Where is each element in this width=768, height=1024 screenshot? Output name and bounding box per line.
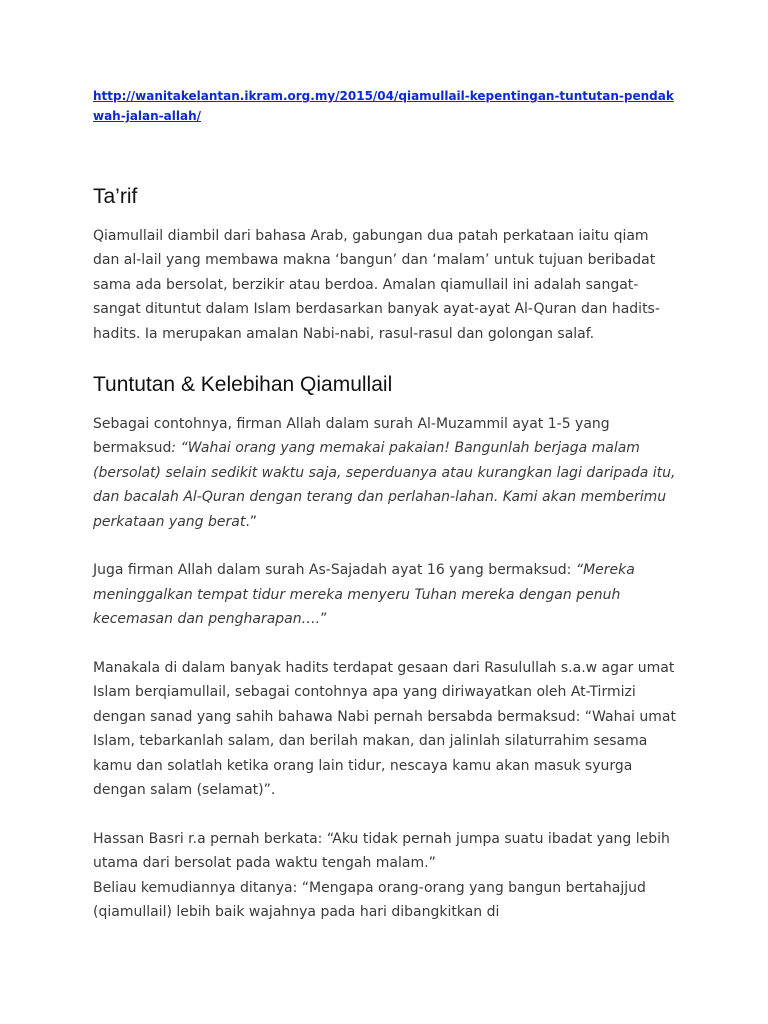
heading-tuntutan: Tuntutan & Kelebihan Qiamullail: [93, 373, 393, 397]
paragraph-sajadah-intro: Juga firman Allah dalam surah As-Sajadah ayat 16 yang bermaksud:: [93, 562, 576, 579]
document-page: [93, 86, 679, 925]
paragraph-sajadah-quote: “Mereka meninggalkan tempat tidur mereka menyeru Tuhan mereka dengan penuh kecemasan dan pengharapan….: [93, 562, 635, 628]
paragraph-muzammil: [93, 412, 679, 534]
paragraph-muzammil-quote: : “Wahai orang yang memakai pakaian! Bangunlah berjaga malam (bersolat) selain sedikit waktu saja, seperduanya atau kurangkan lagi daripada itu, dan bacalah Al-Quran dengan terang dan perlahan-lahan. Kami akan memberimu perkataan yang berat: [93, 440, 676, 530]
paragraph-hassan-basri: Hassan Basri r.a pernah berkata: “Aku tidak pernah jumpa suatu ibadat yang lebih utama dari bersolat pada waktu tengah malam.”: [93, 830, 670, 872]
heading-tarif: Ta’rif: [93, 185, 138, 208]
paragraph-muzammil-end: .”: [245, 513, 258, 530]
paragraph-sajadah-end: ”: [320, 611, 328, 628]
paragraph-hadits: Manakala di dalam banyak hadits terdapat gesaan dari Rasulullah s.a.w agar umat Islam berqiamullail, sebagai contohnya apa yang diriwayatkan oleh At-Tirmizi dengan sanad yang sahih bahawa Nabi pernah bersabda bermaksud: “Wahai umat Islam, tebarkanlah salam, dan berilah makan, dan jalinlah silaturrahim sesama kamu dan solatlah ketika orang lain tidur, nescaya kamu akan masuk syurga dengan salam (selamat)”.: [93, 660, 676, 799]
paragraph-tarif: Qiamullail diambil dari bahasa Arab, gabungan dua patah perkataan iaitu qiam dan al-lail yang membawa makna ‘bangun’ dan ‘malam’ untuk tujuan beribadat sama ada bersolat, berzikir atau berdoa. Amalan qiamullail ini adalah sangat-sangat dituntut dalam Islam berdasarkan banyak ayat-ayat Al-Quran dan hadits-hadits. Ia merupakan amalan Nabi-nabi, rasul-rasul dan golongan salaf.: [93, 228, 660, 342]
paragraph-muzammil-intro: Sebagai contohnya, firman Allah dalam surah Al-Muzammil ayat 1-5 yang bermaksud: [93, 416, 610, 457]
paragraph-sajadah: [93, 558, 679, 631]
source-link[interactable]: http://wanitakelantan.ikram.org.my/2015/04/qiamullail-kepentingan-tuntutan-pendakwah-jalan-allah/: [93, 89, 674, 123]
paragraph-beliau: Beliau kemudiannya ditanya: “Mengapa orang-orang yang bangun bertahajjud (qiamullail) lebih baik wajahnya pada hari dibangkitkan di: [93, 879, 646, 921]
